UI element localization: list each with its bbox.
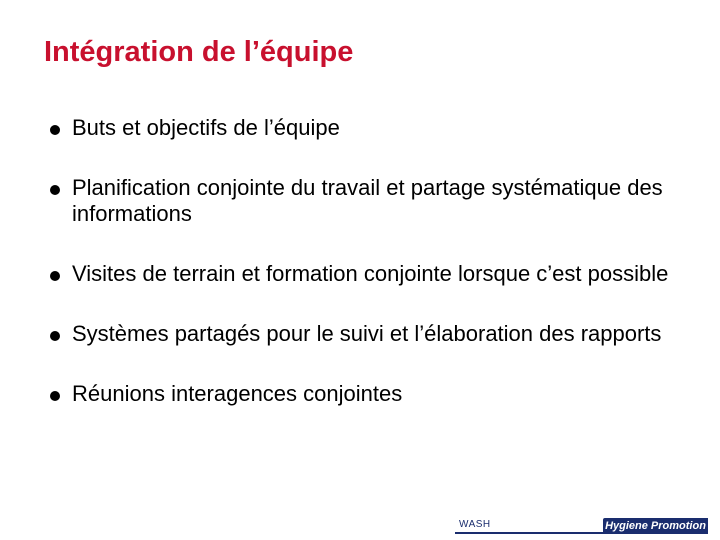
bullet-item — [44, 115, 694, 141]
bullet-text: Buts et objectifs de l’équipe — [72, 115, 340, 140]
bullet-dot-icon — [50, 331, 60, 341]
bullet-item — [44, 261, 694, 287]
bullet-dot-icon — [50, 391, 60, 401]
hygiene-promotion-badge: Hygiene Promotion — [603, 518, 708, 534]
bullet-dot-icon — [50, 271, 60, 281]
bullet-text: Visites de terrain et formation conjointe lorsque c’est possible — [72, 261, 669, 286]
bullet-text: Systèmes partagés pour le suivi et l’élaboration des rapports — [72, 321, 662, 346]
footer-divider — [455, 532, 605, 534]
bullet-item — [44, 175, 694, 227]
bullet-dot-icon — [50, 185, 60, 195]
bullet-text: Réunions interagences conjointes — [72, 381, 403, 406]
bullet-dot-icon — [50, 125, 60, 135]
bullet-text: Planification conjointe du travail et partage systématique des informations — [72, 175, 663, 226]
bullet-item — [44, 381, 694, 407]
bullet-list — [44, 115, 694, 441]
footer-banner — [455, 518, 710, 535]
wash-label: WASH — [459, 519, 491, 530]
bullet-item — [44, 321, 694, 347]
slide-title: Intégration de l’équipe — [44, 36, 354, 68]
